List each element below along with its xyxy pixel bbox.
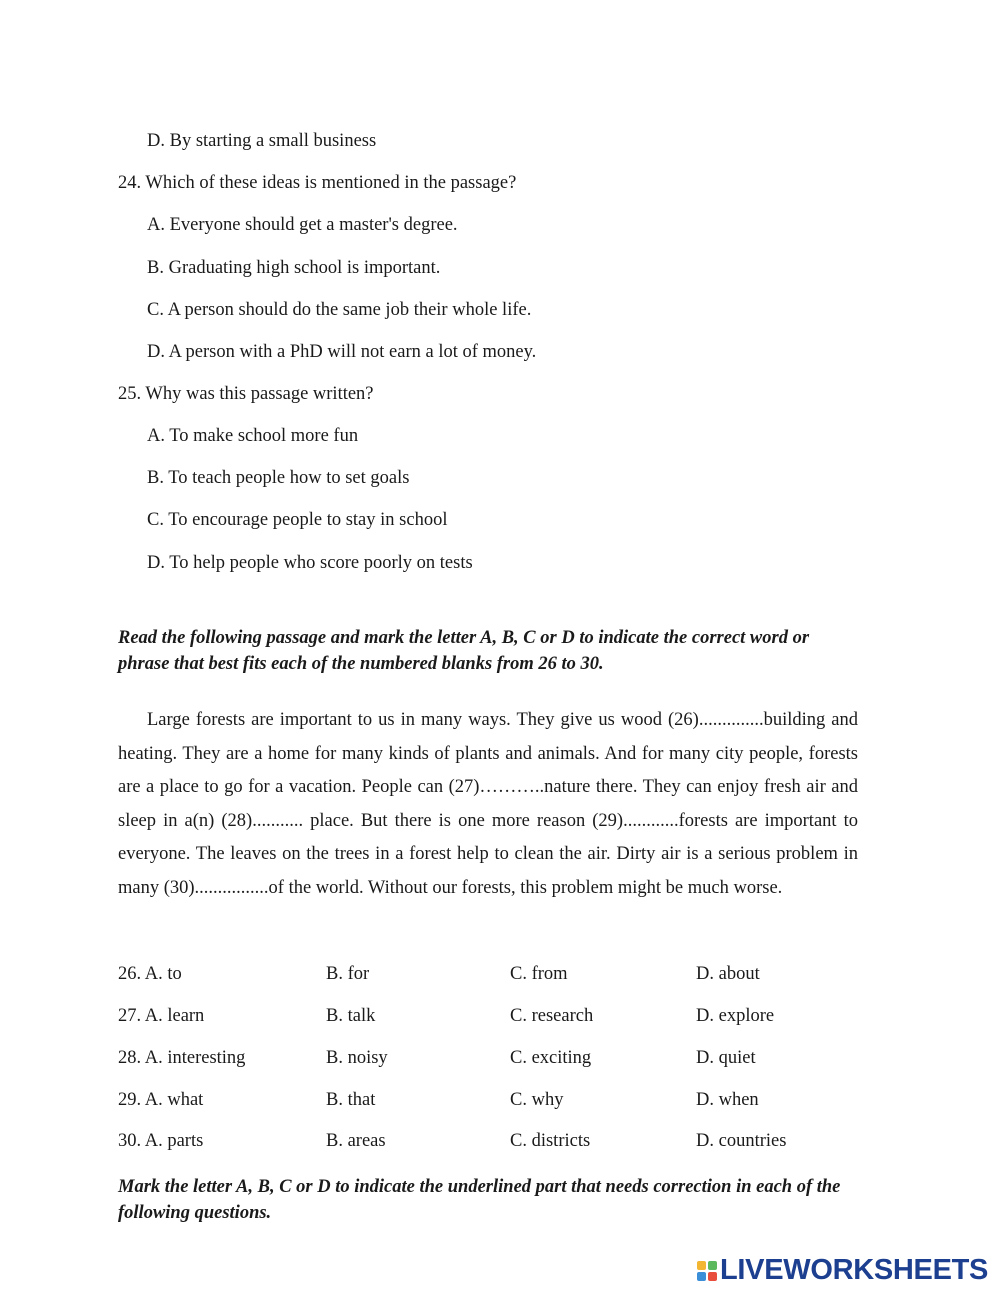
q28-option-a[interactable]: 28. A. interesting — [118, 1048, 246, 1068]
liveworksheets-logo-text: LIVEWORKSHEETS — [720, 1253, 989, 1286]
q24-option-b[interactable]: B. Graduating high school is important. — [147, 258, 441, 278]
error-instruction-line2: following questions. — [118, 1203, 272, 1223]
cloze-instruction-line2: phrase that best fits each of the numbered blanks from 26 to 30. — [118, 654, 604, 674]
error-instruction — [118, 1174, 898, 1226]
q27-option-b[interactable]: B. talk — [326, 1006, 376, 1026]
q25-option-d[interactable]: D. To help people who score poorly on tests — [147, 553, 473, 573]
q24-option-d[interactable]: D. A person with a PhD will not earn a lot of money. — [147, 342, 537, 362]
q29-option-a[interactable]: 29. A. what — [118, 1090, 204, 1110]
q28-option-b[interactable]: B. noisy — [326, 1048, 388, 1068]
q30-option-d[interactable]: D. countries — [696, 1131, 787, 1151]
q28-option-d[interactable]: D. quiet — [696, 1048, 756, 1068]
logo-square-3 — [697, 1272, 706, 1281]
q29-option-b[interactable]: B. that — [326, 1090, 376, 1110]
q27-option-a[interactable]: 27. A. learn — [118, 1006, 205, 1026]
q26-option-a[interactable]: 26. A. to — [118, 964, 182, 984]
q30-option-c[interactable]: C. districts — [510, 1131, 591, 1151]
cloze-instruction — [118, 625, 878, 677]
q25-stem: 25. Why was this passage written? — [118, 384, 374, 404]
q28-option-c[interactable]: C. exciting — [510, 1048, 592, 1068]
cloze-passage — [118, 704, 858, 906]
q30-option-b[interactable]: B. areas — [326, 1131, 386, 1151]
q25-option-c[interactable]: C. To encourage people to stay in school — [147, 510, 448, 530]
q27-option-c[interactable]: C. research — [510, 1006, 594, 1026]
error-instruction-line1: Mark the letter A, B, C or D to indicate the underlined part that needs correction in each of the — [118, 1177, 841, 1197]
q24-stem: 24. Which of these ideas is mentioned in the passage? — [118, 173, 517, 193]
q27-option-d[interactable]: D. explore — [696, 1006, 775, 1026]
cloze-passage-text: Large forests are important to us in many ways. They give us wood (26)..............building and heating. They are a home for many kinds of plants and animals. And for many city people, forests are a place to go for a vacation. People can (27)………..nature there. They can enjoy fresh air and sleep in a(n) (28)........... place. But there is one more reason (29)............forests are important to everyone. The leaves on the trees in a forest help to clean the air. Dirty air is a serious problem in many (30)................of the world. Without our forests, this problem might be much worse. — [118, 710, 858, 898]
q26-option-d[interactable]: D. about — [696, 964, 760, 984]
q26-option-b[interactable]: B. for — [326, 964, 370, 984]
q24-option-c[interactable]: C. A person should do the same job their whole life. — [147, 300, 532, 320]
q23-option-d: D. By starting a small business — [147, 131, 377, 151]
logo-square-4 — [708, 1272, 717, 1281]
logo-square-1 — [697, 1261, 706, 1270]
cloze-instruction-line1: Read the following passage and mark the letter A, B, C or D to indicate the correct word or — [118, 628, 810, 648]
q24-option-a[interactable]: A. Everyone should get a master's degree. — [147, 215, 458, 235]
q30-option-a[interactable]: 30. A. parts — [118, 1131, 204, 1151]
q25-option-b[interactable]: B. To teach people how to set goals — [147, 468, 410, 488]
q29-option-d[interactable]: D. when — [696, 1090, 759, 1110]
q25-option-a[interactable]: A. To make school more fun — [147, 426, 359, 446]
q29-option-c[interactable]: C. why — [510, 1090, 564, 1110]
logo-square-2 — [708, 1261, 717, 1270]
liveworksheets-logo-icon — [697, 1261, 717, 1281]
liveworksheets-logo[interactable] — [697, 1254, 988, 1286]
q26-option-c[interactable]: C. from — [510, 964, 568, 984]
